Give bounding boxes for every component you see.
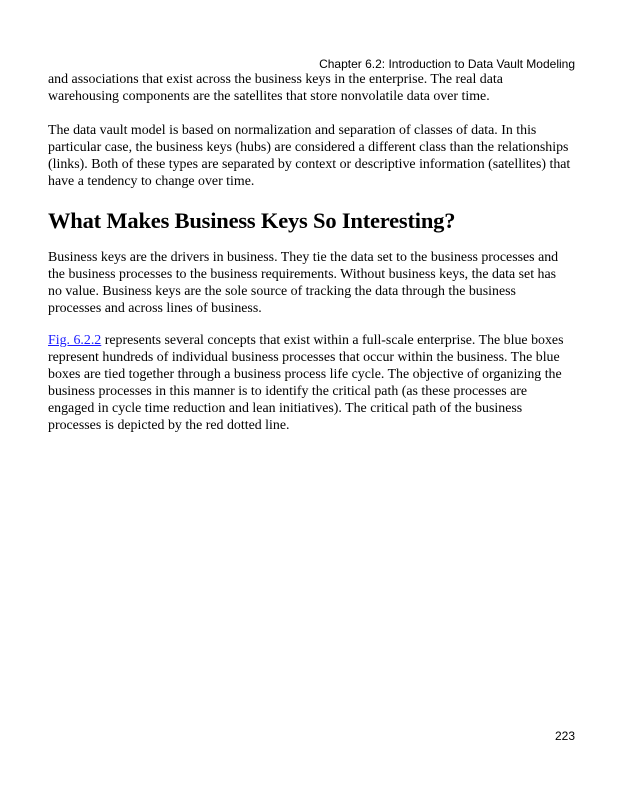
paragraph-continuation: and associations that exist across the business keys in the enterprise. The real data warehousing components are the satellites that store nonvolatile data over time.	[48, 72, 503, 104]
section-heading: What Makes Business Keys So Interesting?	[48, 208, 456, 233]
page-number: 223	[554, 729, 575, 743]
paragraph-figure-text: represents several concepts that exist within a full-scale enterprise. The blue boxes represent hundreds of individual business processes that occur within the business. The blue boxes are tied together through a business process life cycle. The objective of organizing the business processes in this manner is to identify the critical path (as these processes are engaged in cycle time reduction and lean initiatives). The critical path of the business processes is depicted by the red dotted line.	[48, 333, 564, 433]
page-content	[48, 71, 572, 434]
figure-link[interactable]: Fig. 6.2.2	[48, 333, 102, 348]
paragraph-figure-reference	[48, 332, 572, 434]
paragraph-business-keys: Business keys are the drivers in business. They tie the data set to the business processes and the business processes to the business requirements. Without business keys, the data set has no value. Business keys are the sole source of tracking the data through the business processes and across lines of business.	[48, 250, 559, 316]
paragraph-data-vault-model: The data vault model is based on normalization and separation of classes of data. In this particular case, the business keys (hubs) are considered a different class than the relationships (links). Both of these types are separated by context or descriptive information (satellites) that have a tendency to change over time.	[48, 123, 571, 189]
running-head: Chapter 6.2: Introduction to Data Vault Modeling	[319, 57, 575, 71]
